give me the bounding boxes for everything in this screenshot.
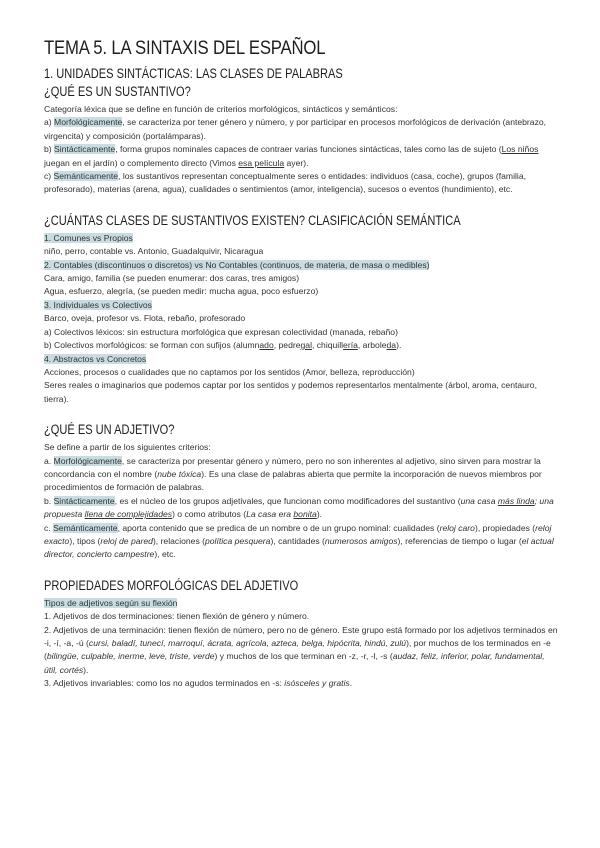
italic-example: audaz, feliz, inferior, polar, fundamental, útil, cortés: [44, 651, 545, 675]
class-label: 3. Individuales vs Colectivos: [44, 299, 152, 310]
criterion-text: , los sustantivos representan conceptualmente seres o entidades: individuos (casa, coche), grupos (familia, profesorado), materias (arena, agua), cualidades o sentimientos (amor, inteligencia), sucesos o eventos (hundimiento), etc.: [44, 171, 526, 195]
underlined-suffix: ado: [259, 340, 274, 351]
adjective-definition-section: [44, 422, 558, 562]
highlight-term: Sintácticamente: [54, 144, 116, 155]
class-line: Barco, oveja, profesor vs. Flota, rebaño, profesorado: [44, 313, 246, 324]
prefix: a): [44, 117, 55, 128]
class-line: Agua, esfuerzo, alegría, (se pueden medir: mucha agua, poco esfuerzo): [44, 286, 319, 297]
italic-example: el actual director, concierto campestre: [44, 535, 554, 560]
class-heading-4: [44, 353, 558, 366]
adjective-criterion-a: [44, 455, 558, 495]
prefix: a.: [44, 455, 54, 466]
italic-example: reloj caro: [439, 522, 475, 533]
highlight-term: Tipos de adjetivos según su flexión: [44, 597, 178, 608]
adjective-morphology-heading: PROPIEDADES MORFOLÓGICAS DEL ADJETIVO: [44, 577, 299, 593]
adjective-intro: Se define a partir de los siguientes criterios:: [44, 442, 211, 453]
document-title: TEMA 5. LA SINTAXIS DEL ESPAÑOL: [44, 38, 326, 59]
criterion-text: , forma grupos nominales capaces de contraer varias funciones sintácticas, tales como las de sujeto (: [115, 144, 502, 155]
noun-criterion-b: [44, 143, 558, 170]
criterion-text: ayer).: [284, 157, 309, 168]
italic-underlined-example: bonita: [293, 509, 317, 520]
italic-example: reloj exacto: [44, 522, 552, 546]
text: ) y muchos de los que terminan en -z, -r, -l, -s (: [214, 651, 393, 662]
class-line: Seres reales o imaginarios que podemos captar por los sentidos y podemos representarlos mentalmente (árbol, aroma, centauro, tierra).: [44, 380, 537, 404]
class-heading-1: [44, 232, 558, 245]
highlight-term: Morfológicamente: [53, 455, 122, 466]
class-line: [44, 339, 558, 352]
text: ), relaciones (: [152, 535, 205, 546]
italic-example: nube tóxica: [157, 468, 202, 479]
adjective-criterion-c: [44, 522, 558, 562]
class-line: a) Colectivos léxicos: sin estructura morfológica que expresan colectividad (manada, rebaño): [44, 326, 398, 337]
underlined-example: Los niños: [501, 144, 539, 155]
text: ), propiedades (: [474, 522, 536, 533]
text: , pedre: [273, 340, 301, 351]
italic-example: isósceles y gratis: [284, 678, 350, 689]
text: ), por muchos de los terminados en -e (: [44, 638, 551, 662]
class-label: 4. Abstractos vs Concretos: [44, 353, 147, 364]
highlight-term: Sintácticamente: [53, 495, 115, 506]
class-label: 1. Comunes vs Propios: [44, 232, 133, 243]
text: ), etc.: [154, 549, 176, 560]
text: ) o como atributos (: [172, 509, 247, 520]
class-line: Acciones, procesos o cualidades que no captamos por los sentidos (Amor, belleza, reproducción): [44, 366, 415, 377]
underlined-suffix: da: [386, 340, 397, 351]
text: ), referencias de tiempo o lugar (: [397, 535, 522, 546]
text: ), cantidades (: [270, 535, 325, 546]
text: .: [349, 678, 353, 689]
noun-criterion-a: [44, 116, 558, 143]
text: , aporta contenido que se predica de un nombre o de un grupo nominal: cualidades (: [117, 522, 440, 533]
text: ). Es una clase de palabras abierta que permite la incorporación de nuevos miembros por procedimientos de formación de palabras.: [44, 468, 542, 493]
text: 2. Adjetivos de una terminación: tienen flexión de número, pero no de género. Este grupo está formado por los adjetivos terminados en -i, -í, -a, -ú (: [44, 624, 558, 648]
italic-example: una casa: [460, 495, 498, 506]
italic-example: numerosos amigos: [324, 535, 398, 546]
underlined-suffix: gal: [300, 340, 312, 351]
italic-underlined-example: llena de complejidades: [84, 509, 173, 520]
highlight-term: Morfológicamente: [54, 117, 123, 128]
text: ), tipos (: [69, 535, 101, 546]
text: , arbole: [357, 340, 387, 351]
flexion-type-1: 1. Adjetivos de dos terminaciones: tienen flexión de género y número.: [44, 611, 310, 622]
criterion-text: , se caracteriza por tener género y número, y por participar en procesos morfológicos de derivación (antebrazo, virgencita) y composición (portalámparas).: [44, 117, 547, 141]
text: , chiquill: [311, 340, 344, 351]
text: 3. Adjetivos invariables: como los no agudos terminados en -s:: [44, 678, 285, 689]
italic-example: La casa era: [246, 509, 294, 520]
flexion-subheading: [44, 597, 558, 610]
noun-classes-section: [44, 213, 558, 406]
highlight-term: Semánticamente: [53, 522, 118, 533]
text: b) Colectivos morfológicos: se forman con sufijos (alumn: [44, 340, 260, 351]
italic-example: política pesquera: [205, 535, 271, 546]
criterion-text: juegan en el jardín) o complemento directo (Vimos: [44, 157, 239, 168]
adjective-morphology-section: [44, 578, 558, 691]
section-subtitle: 1. UNIDADES SINTÁCTICAS: LAS CLASES DE PALABRAS: [44, 66, 343, 81]
italic-example: ; una propuesta: [44, 495, 554, 520]
class-heading-3: [44, 299, 558, 312]
adjective-criterion-b: [44, 495, 558, 522]
prefix: c.: [44, 522, 54, 533]
document-page: [44, 38, 558, 691]
italic-underlined-example: más linda: [497, 495, 535, 506]
underlined-example: esa película: [238, 157, 285, 168]
noun-classes-heading: ¿CUÁNTAS CLASES DE SUSTANTIVOS EXISTEN? CLASIFICACIÓN SEMÁNTICA: [44, 212, 461, 228]
highlight-term: Semánticamente: [53, 171, 119, 182]
noun-heading: ¿QUÉ ES UN SUSTANTIVO?: [44, 84, 191, 99]
class-line: niño, perro, contable vs. Antonio, Guadalquivir, Nicaragua: [44, 246, 264, 257]
text: , se caracteriza por presentar género y número, pero no son inherentes al adjetivo, sino sirven para mostrar la concordancia con el nombre (: [44, 455, 541, 479]
noun-definition-section: [44, 84, 558, 197]
prefix: c): [44, 171, 54, 182]
text: ).: [316, 509, 323, 520]
text: , es el núcleo de los grupos adjetivales, que funcionan como modificadores del sustantivo (: [114, 495, 461, 506]
class-label: 2. Contables (discontinuos o discretos) vs No Contables (continuos, de materia, de masa o medibles): [44, 259, 430, 270]
prefix: b.: [44, 495, 54, 506]
text: ).: [83, 664, 89, 675]
class-heading-2: [44, 259, 558, 272]
class-line: Cara, amigo, familia (se pueden enumerar: dos caras, tres amigos): [44, 273, 300, 284]
prefix: b): [44, 144, 55, 155]
text: ).: [396, 340, 402, 351]
noun-intro: Categoría léxica que se define en función de criterios morfológicos, sintácticos y semánticos:: [44, 104, 398, 114]
adjective-heading: ¿QUÉ ES UN ADJETIVO?: [44, 422, 175, 438]
italic-example: reloj de pared: [100, 535, 153, 546]
italic-example: bilingüe, culpable, inerme, leve, triste, verde: [46, 651, 215, 662]
flexion-type-3: [44, 677, 558, 690]
noun-criterion-c: [44, 170, 558, 197]
flexion-type-2: [44, 624, 558, 678]
italic-example: cursi, baladí, tunecí, marroquí, ácrata, agrícola, azteca, belga, hipócrita, hindú, zulú: [88, 638, 407, 648]
underlined-suffix: ería: [343, 340, 358, 351]
